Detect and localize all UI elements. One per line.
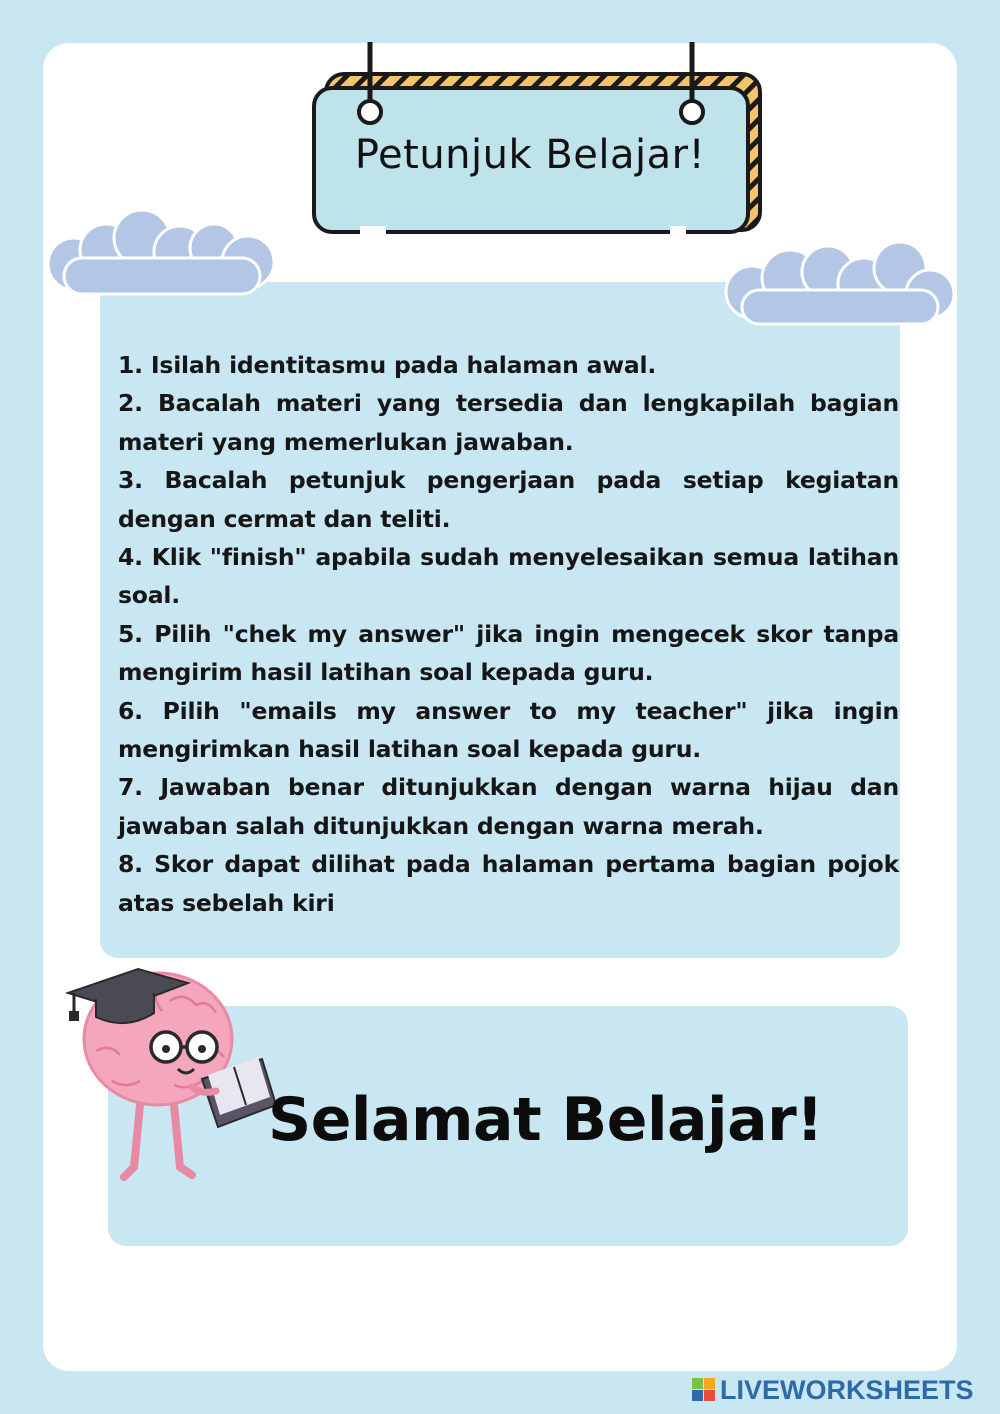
instruction-item: 3. Bacalah petunjuk pengerjaan pada setiap kegiatan dengan cermat dan teliti. — [118, 466, 899, 533]
brain-mascot-illustration — [62, 955, 292, 1195]
instruction-item: 2. Bacalah materi yang tersedia dan lengkapilah bagian materi yang memerlukan jawaban. — [118, 389, 899, 456]
instruction-list — [118, 346, 899, 922]
cloud-left — [44, 208, 280, 304]
instruction-item: 8. Skor dapat dilihat pada halaman pertama bagian pojok atas sebelah kiri — [118, 850, 899, 917]
instruction-item: 4. Klik "finish" apabila sudah menyelesaikan semua latihan soal. — [118, 543, 899, 610]
instruction-item: 1. Isilah identitasmu pada halaman awal. — [118, 351, 657, 379]
instruction-item: 7. Jawaban benar ditunjukkan dengan warna hijau dan jawaban salah ditunjukkan dengan warna merah. — [118, 773, 899, 840]
sign-title: Petunjuk Belajar! — [354, 132, 706, 178]
instruction-item: 6. Pilih "emails my answer to my teacher" jika ingin mengirimkan hasil latihan soal kepada guru. — [118, 696, 899, 764]
liveworksheets-watermark — [692, 1372, 974, 1408]
watermark-text: LIVEWORKSHEETS — [720, 1374, 974, 1405]
greeting-text: Selamat Belajar! — [268, 1085, 824, 1155]
cloud-right — [720, 238, 960, 332]
liveworksheets-logo-icon — [692, 1378, 716, 1402]
instruction-item: 5. Pilih "chek my answer" jika ingin mengecek skor tanpa mengirim hasil latihan soal kepada guru. — [118, 619, 899, 687]
